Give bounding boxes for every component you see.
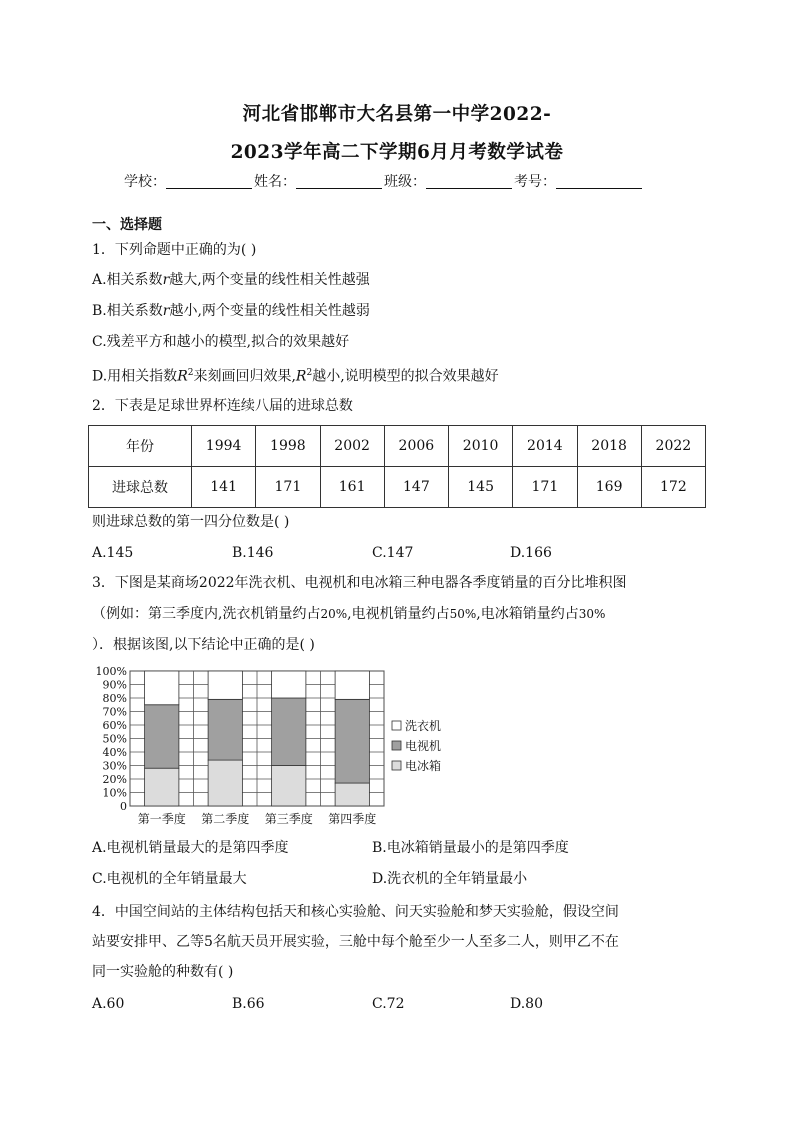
bar-segment-电冰箱 — [208, 760, 242, 806]
q1-option-d — [92, 363, 499, 387]
legend-label: 洗衣机 — [405, 719, 442, 733]
q3-line2-text-c: ,电冰箱销量约占 — [476, 606, 579, 622]
q4-option-b: B.66 — [232, 996, 265, 1012]
q3-option-a: A.电视机销量最大的是第四季度 — [92, 840, 289, 856]
q3-line2 — [92, 604, 605, 624]
table-cell: 2010 — [449, 426, 513, 467]
y-tick-label: 0 — [120, 800, 127, 813]
bar-segment-洗衣机 — [335, 671, 369, 699]
title-line1: 河北省邯郸市大名县第一中学2022- — [242, 104, 552, 125]
q2-option-c: C.147 — [372, 545, 414, 561]
q1-d-text2: 越小,说明模型的拟合效果越好 — [312, 368, 499, 385]
q1-d-sup: 2 — [187, 368, 194, 378]
x-tick-label: 第三季度 — [264, 812, 313, 826]
stacked-bar-chart — [92, 663, 462, 837]
q1-b-text: B.相关系数 — [92, 303, 163, 319]
x-tick-label: 第一季度 — [137, 812, 186, 826]
y-tick-label: 90% — [102, 678, 127, 692]
table-header-goals: 进球总数 — [89, 467, 192, 508]
table-cell: 2018 — [577, 426, 641, 467]
table-cell: 161 — [320, 467, 384, 508]
q3-line1: 3．下图是某商场2022年洗衣机、电视机和电冰箱三种电器各季度销量的百分比堆积图 — [92, 575, 627, 591]
y-tick-label: 70% — [102, 705, 127, 719]
q1-b-text2: 越小,两个变量的线性相关性越弱 — [169, 303, 370, 319]
q1-d-var: R — [177, 368, 188, 385]
y-tick-label: 40% — [102, 746, 127, 759]
table-cell: 2014 — [513, 426, 577, 467]
y-tick-label: 20% — [102, 773, 127, 786]
y-tick-label: 30% — [102, 759, 127, 773]
q1-d-sup2: 2 — [306, 368, 313, 378]
bar-segment-电冰箱 — [335, 783, 369, 806]
bar-segment-电冰箱 — [145, 768, 179, 806]
q3-line2-text-b: ,电视机销量约占 — [347, 606, 450, 622]
q3-option-b: B.电冰箱销量最小的是第四季度 — [372, 840, 569, 856]
q4-option-d: D.80 — [510, 996, 543, 1012]
q4-line2: 站要安排甲、乙等5名航天员开展实验，三舱中每个舱至少一人至多二人，则甲乙不在 — [92, 934, 619, 950]
exam-number-label: 考号： — [514, 174, 556, 190]
q3-line3: ）．根据该图,以下结论中正确的是( ) — [92, 637, 315, 653]
q4-option-a: A.60 — [92, 996, 125, 1012]
q1-d-mid: 来刻画回归效果, — [193, 368, 296, 385]
bar-segment-电视机 — [335, 699, 369, 783]
bar-segment-洗衣机 — [208, 671, 242, 699]
class-label: 班级： — [384, 174, 426, 190]
q1-a-var: r — [162, 272, 170, 288]
world-cup-goals-table — [88, 425, 706, 508]
q2-option-d: D.166 — [510, 545, 552, 561]
q3-option-c: C.电视机的全年销量最大 — [92, 871, 247, 887]
q2-question: 则进球总数的第一四分位数是( ) — [92, 514, 290, 530]
legend-label: 电冰箱 — [405, 759, 442, 773]
y-tick-label: 10% — [102, 786, 127, 800]
q3-line2-text-a: （例如：第三季度内,洗衣机销量约占 — [92, 606, 321, 622]
table-cell: 147 — [384, 467, 448, 508]
q1-option-a — [92, 270, 370, 290]
table-cell: 2006 — [384, 426, 448, 467]
bar-segment-电视机 — [145, 705, 179, 768]
x-tick-label: 第四季度 — [328, 812, 377, 826]
bar-segment-电冰箱 — [272, 766, 306, 807]
name-blank[interactable] — [296, 171, 382, 189]
x-tick-label: 第二季度 — [201, 812, 250, 826]
table-cell: 1994 — [192, 426, 256, 467]
q1-stem: 1．下列命题中正确的为( ) — [92, 242, 257, 258]
q1-option-c: C.残差平方和越小的模型,拟合的效果越好 — [92, 334, 350, 350]
bar-segment-电视机 — [272, 698, 306, 766]
q3-percent-2: 50% — [449, 607, 477, 621]
q4-option-c: C.72 — [372, 996, 405, 1012]
q1-b-var: r — [162, 303, 170, 319]
table-row — [89, 467, 706, 508]
q4-line1: 4．中国空间站的主体结构包括天和核心实验舱、问天实验舱和梦天实验舱，假设空间 — [92, 904, 619, 920]
table-cell: 1998 — [256, 426, 320, 467]
table-cell: 141 — [192, 467, 256, 508]
table-cell: 172 — [641, 467, 705, 508]
q2-option-a: A.145 — [92, 545, 134, 561]
q1-a-text: A.相关系数 — [92, 272, 163, 288]
q2-stem: 2．下表是足球世界杯连续八届的进球总数 — [92, 398, 353, 414]
student-info-line — [124, 171, 644, 191]
title-line2: 2023学年高二下学期6月月考数学试卷 — [230, 142, 564, 163]
bar-segment-洗衣机 — [145, 671, 179, 705]
y-tick-label: 80% — [102, 692, 127, 705]
table-cell: 2002 — [320, 426, 384, 467]
table-cell: 169 — [577, 467, 641, 508]
school-blank[interactable] — [166, 171, 252, 189]
name-label: 姓名： — [254, 174, 296, 190]
school-label: 学校： — [124, 174, 166, 190]
bar-segment-电视机 — [208, 699, 242, 760]
q1-d-var2: R — [295, 368, 307, 385]
table-row — [89, 426, 706, 467]
chart-svg — [92, 663, 462, 833]
q3-percent-3: 30% — [578, 607, 606, 621]
class-blank[interactable] — [426, 171, 512, 189]
exam-number-blank[interactable] — [556, 171, 642, 189]
y-tick-label: 50% — [102, 732, 127, 746]
q3-option-d: D.洗衣机的全年销量最小 — [372, 871, 528, 887]
q3-percent-1: 20% — [320, 607, 348, 621]
legend-swatch — [392, 741, 401, 750]
table-cell: 171 — [256, 467, 320, 508]
section-title: 一、选择题 — [92, 217, 162, 233]
q1-a-text2: 越大,两个变量的线性相关性越强 — [169, 272, 370, 288]
q4-line3: 同一实验舱的种数有( ) — [92, 964, 234, 980]
table-cell: 145 — [449, 467, 513, 508]
q2-option-b: B.146 — [232, 545, 274, 561]
table-cell: 2022 — [641, 426, 705, 467]
legend-label: 电视机 — [405, 739, 442, 753]
y-tick-label: 100% — [95, 665, 127, 678]
q1-d-text: D.用相关指数 — [92, 368, 178, 385]
bar-segment-洗衣机 — [272, 671, 306, 698]
q1-option-b — [92, 301, 370, 321]
legend-swatch — [392, 721, 401, 730]
table-cell: 171 — [513, 467, 577, 508]
table-header-year: 年份 — [89, 426, 192, 467]
legend-swatch — [392, 761, 401, 770]
y-tick-label: 60% — [102, 719, 127, 732]
